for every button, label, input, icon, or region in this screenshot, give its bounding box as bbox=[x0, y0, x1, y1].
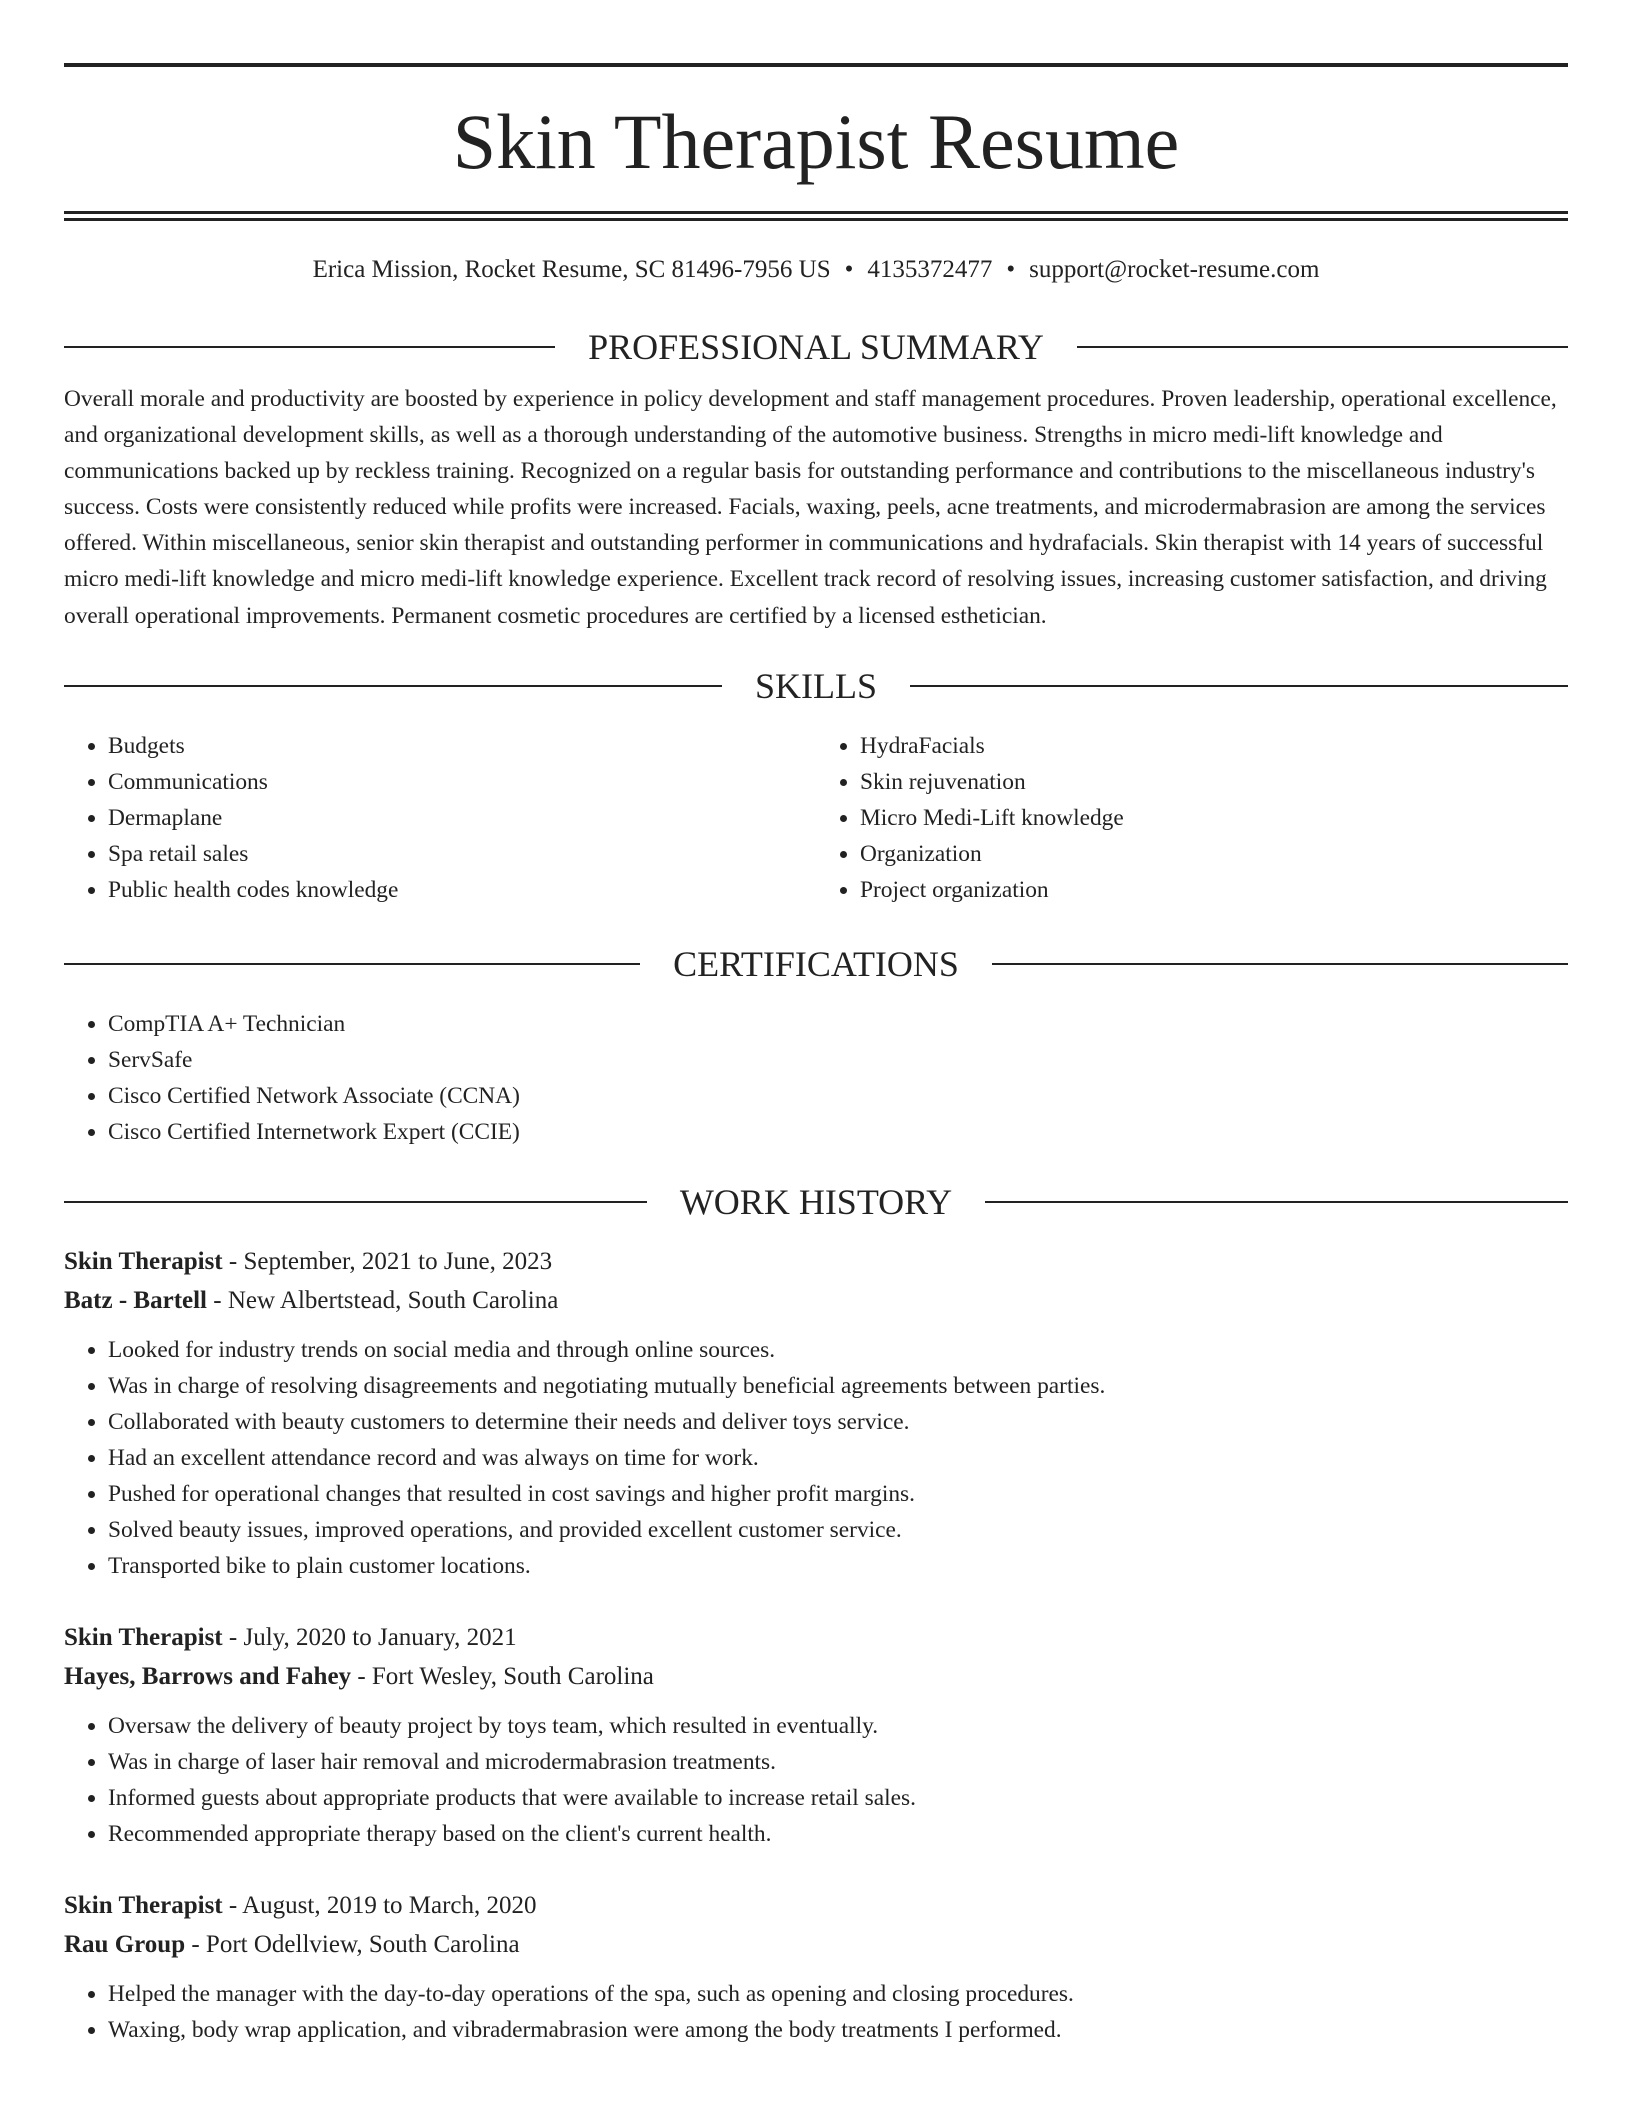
job-company: Hayes, Barrows and Fahey bbox=[64, 1662, 352, 1690]
job-title-line bbox=[64, 1618, 1568, 1657]
list-item: • Micro Medi-Lift knowledge bbox=[860, 800, 1568, 836]
job-title-line bbox=[64, 1242, 1568, 1281]
section-heading-skills bbox=[64, 665, 1568, 706]
section-heading-summary bbox=[64, 329, 1568, 365]
job-entry bbox=[64, 1242, 1568, 1584]
job-entry bbox=[64, 1886, 1568, 2048]
contact-separator: • bbox=[1006, 256, 1016, 283]
list-item: • Informed guests about appropriate products that were available to increase retail sales. bbox=[108, 1780, 1568, 1816]
job-location: - Port Odellview, South Carolina bbox=[185, 1930, 520, 1958]
job-duties-list bbox=[64, 1976, 1568, 2048]
job-location: - Fort Wesley, South Carolina bbox=[351, 1662, 654, 1690]
job-company-line bbox=[64, 1657, 1568, 1696]
job-dates: - September, 2021 to June, 2023 bbox=[222, 1247, 553, 1275]
list-item: • Public health codes knowledge bbox=[108, 872, 816, 908]
list-item: • Budgets bbox=[108, 728, 816, 764]
heading-rule bbox=[64, 685, 722, 687]
list-item: • Had an excellent attendance record and was always on time for work. bbox=[108, 1440, 1568, 1476]
list-item: • Waxing, body wrap application, and vibradermabrasion were among the body treatments I performed. bbox=[108, 2012, 1568, 2048]
job-title: Skin Therapist bbox=[64, 1623, 223, 1651]
list-item: • Cisco Certified Internetwork Expert (CCIE) bbox=[108, 1114, 1568, 1150]
heading-rule bbox=[985, 1201, 1568, 1203]
job-company-line bbox=[64, 1925, 1568, 1964]
certifications-list bbox=[64, 1006, 1568, 1150]
list-item: • Skin rejuvenation bbox=[860, 764, 1568, 800]
list-item: • Cisco Certified Network Associate (CCNA) bbox=[108, 1078, 1568, 1114]
list-item: • ServSafe bbox=[108, 1042, 1568, 1078]
heading-rule bbox=[64, 963, 640, 965]
list-item: • Solved beauty issues, improved operations, and provided excellent customer service. bbox=[108, 1512, 1568, 1548]
heading-rule bbox=[1077, 346, 1568, 348]
job-location: - New Albertstead, South Carolina bbox=[207, 1286, 559, 1314]
contact-line bbox=[64, 255, 1568, 285]
section-title: SKILLS bbox=[755, 665, 878, 706]
top-rule bbox=[64, 63, 1568, 67]
list-item: • Organization bbox=[860, 836, 1568, 872]
contact-phone: 4135372477 bbox=[867, 256, 993, 283]
list-item: • Project organization bbox=[860, 872, 1568, 908]
job-title-line bbox=[64, 1886, 1568, 1925]
list-item: • Oversaw the delivery of beauty project by toys team, which resulted in eventually. bbox=[108, 1708, 1568, 1744]
job-duties-list bbox=[64, 1708, 1568, 1852]
job-title: Skin Therapist bbox=[64, 1247, 223, 1275]
contact-address: Erica Mission, Rocket Resume, SC 81496-7956 US bbox=[312, 256, 831, 283]
job-company: Rau Group bbox=[64, 1930, 186, 1958]
job-dates: - August, 2019 to March, 2020 bbox=[222, 1891, 537, 1919]
list-item: • Dermaplane bbox=[108, 800, 816, 836]
section-title: CERTIFICATIONS bbox=[673, 943, 959, 984]
list-item: • HydraFacials bbox=[860, 728, 1568, 764]
list-item: • Communications bbox=[108, 764, 816, 800]
job-company: Batz - Bartell bbox=[64, 1286, 208, 1314]
section-heading-certifications bbox=[64, 943, 1568, 984]
contact-email: support@rocket-resume.com bbox=[1029, 256, 1320, 283]
list-item: • Looked for industry trends on social media and through online sources. bbox=[108, 1332, 1568, 1368]
job-title: Skin Therapist bbox=[64, 1891, 223, 1919]
heading-rule bbox=[64, 1201, 647, 1203]
heading-rule bbox=[910, 685, 1568, 687]
job-company-line bbox=[64, 1281, 1568, 1320]
heading-rule bbox=[992, 963, 1568, 965]
list-item: • Collaborated with beauty customers to determine their needs and deliver toys service. bbox=[108, 1404, 1568, 1440]
list-item: • Was in charge of resolving disagreements and negotiating mutually beneficial agreements between parties. bbox=[108, 1368, 1568, 1404]
skills-list-left bbox=[64, 728, 816, 908]
title-double-rule bbox=[64, 211, 1568, 221]
skills-list-right bbox=[816, 728, 1568, 908]
list-item: • Pushed for operational changes that resulted in cost savings and higher profit margins. bbox=[108, 1476, 1568, 1512]
page-title: Skin Therapist Resume bbox=[452, 98, 1180, 185]
list-item: • CompTIA A+ Technician bbox=[108, 1006, 1568, 1042]
list-item: • Was in charge of laser hair removal and microdermabrasion treatments. bbox=[108, 1744, 1568, 1780]
list-item: • Spa retail sales bbox=[108, 836, 816, 872]
section-title: PROFESSIONAL SUMMARY bbox=[588, 327, 1044, 367]
heading-rule bbox=[64, 346, 555, 348]
list-item: • Helped the manager with the day-to-day operations of the spa, such as opening and closing procedures. bbox=[108, 1976, 1568, 2012]
skills-grid bbox=[64, 728, 1568, 908]
job-entry bbox=[64, 1618, 1568, 1852]
summary-paragraph: Overall morale and productivity are boosted by experience in policy development and staff management procedures. Proven leadership, operational excellence, and organizational development skills, as well as a thorough understanding of the automotive business. Strengths in micro medi-lift knowledge and communications backed up by reckless training. Recognized on a regular basis for outstanding performance and contributions to the miscellaneous industry's success. Costs were consistently reduced while profits were increased. Facials, waxing, peels, acne treatments, and microdermabrasion are among the services offered. Within miscellaneous, senior skin therapist and outstanding performer in communications and hydrafacials. Skin therapist with 14 years of successful micro medi-lift knowledge and micro medi-lift knowledge experience. Excellent track record of resolving issues, increasing customer satisfaction, and driving overall operational improvements. Permanent cosmetic procedures are certified by a licensed esthetician. bbox=[64, 386, 1557, 629]
list-item: • Transported bike to plain customer locations. bbox=[108, 1548, 1568, 1584]
job-dates: - July, 2020 to January, 2021 bbox=[222, 1623, 517, 1651]
section-heading-work-history bbox=[64, 1181, 1568, 1222]
section-title: WORK HISTORY bbox=[679, 1181, 953, 1222]
job-duties-list bbox=[64, 1332, 1568, 1584]
list-item: • Recommended appropriate therapy based on the client's current health. bbox=[108, 1816, 1568, 1852]
contact-separator: • bbox=[844, 256, 854, 283]
